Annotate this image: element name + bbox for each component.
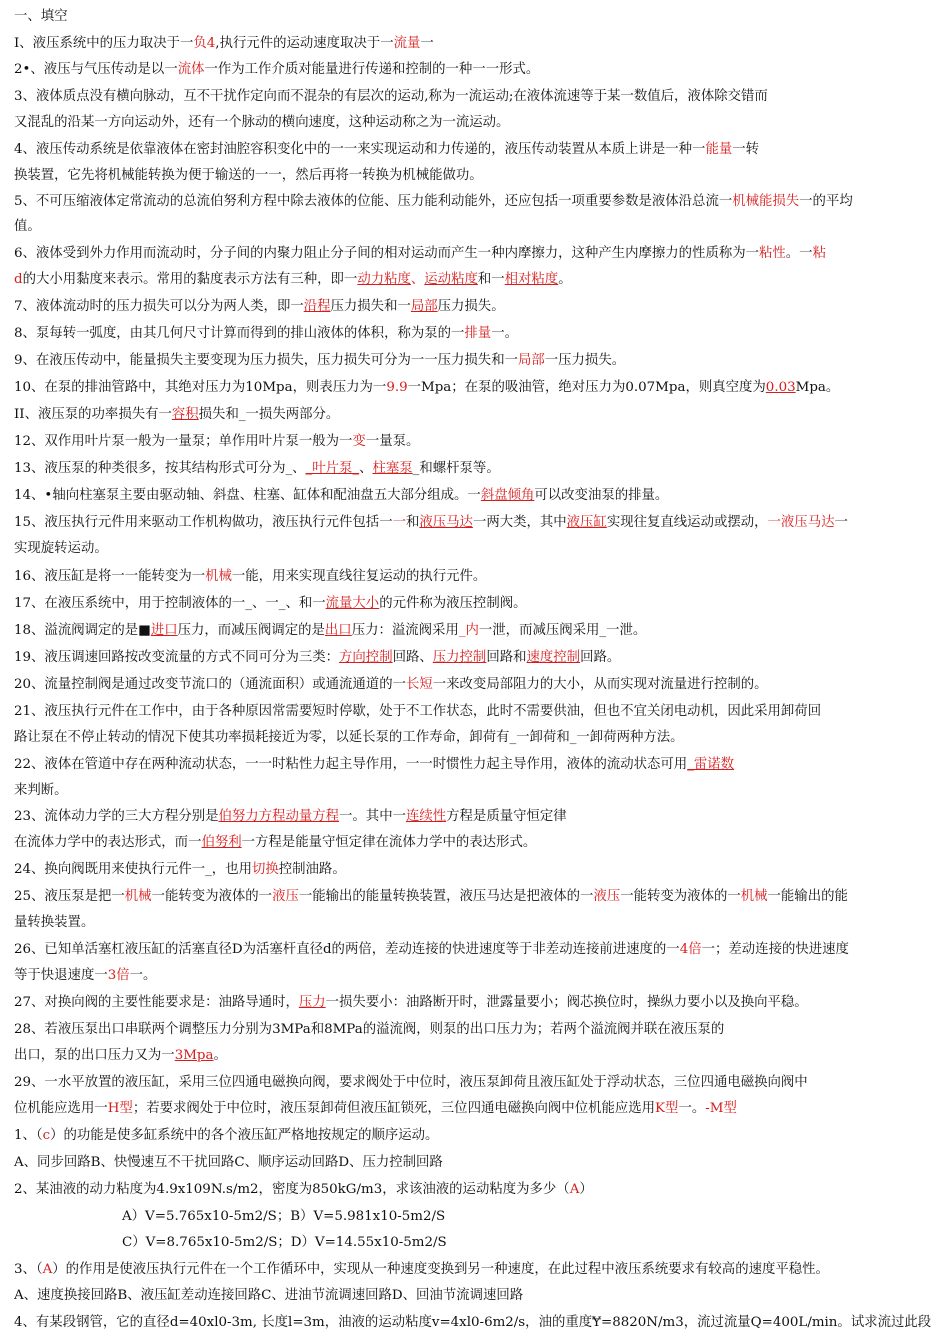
text-line — [14, 994, 942, 1012]
question-text: 13、液压泵的种类很多，按其结构形式可分为_、 — [14, 461, 306, 476]
answer-text: _内 — [458, 623, 479, 638]
question-text: ）的功能是使多缸系统中的各个液压缸严格地按规定的顺序运动。 — [50, 1128, 439, 1143]
question-text: 14、•轴向柱塞泵主要由驱动轴、斜盘、柱塞、缸体和配油盘五大部分组成。一 — [14, 488, 481, 503]
question-text: 压力，而减压阀调定的是 — [177, 623, 325, 638]
question-text: 的元件称为液压控制阀。 — [379, 596, 527, 611]
question-text: 7、液体流动时的压力损失可以分为两人类，即一 — [14, 299, 304, 314]
question-text: Mpa。 — [795, 380, 840, 395]
answer-text: 一液压马达 — [767, 515, 835, 530]
question-text: 2•、液压与气压传动是以一 — [14, 62, 178, 77]
question-text: 等于快退速度一 — [14, 968, 108, 983]
text-line — [14, 218, 942, 236]
answer-text: 0.03 — [765, 380, 796, 395]
question-text: 和一 — [477, 272, 505, 287]
question-text: 。 — [213, 1048, 227, 1063]
text-line — [14, 433, 942, 451]
question-text: 在流体力学中的表达形式，而一 — [14, 835, 202, 850]
question-text: 值。 — [14, 219, 41, 234]
text-line — [14, 514, 942, 532]
answer-text: 液压缸 — [566, 515, 607, 530]
question-text: 可以改变油泵的排量。 — [534, 488, 669, 503]
question-text: 实现旋转运动。 — [14, 541, 108, 556]
text-line — [14, 808, 942, 826]
question-text: _和螺杆泵等。 — [412, 461, 500, 476]
answer-text: 变 — [352, 434, 366, 449]
question-text: 一转 — [732, 142, 759, 157]
question-text: 回路、 — [392, 650, 433, 665]
answer-text: 局部 — [410, 299, 438, 314]
text-line — [14, 325, 942, 343]
question-text: 一Mpa；在泵的吸油管，绝对压力为0.07Mpa，则真空度为 — [407, 380, 766, 395]
question-text: 一的平均 — [799, 194, 853, 209]
answer-text: _叶片泵_ — [305, 461, 360, 476]
question-text: 一压力损失。 — [544, 353, 626, 368]
question-text: 20、流量控制阀是通过改变节流口的（通流面积）或通流通道的一 — [14, 677, 406, 692]
answer-text: 能量 — [705, 142, 733, 157]
question-text: 来判断。 — [14, 783, 68, 798]
answer-text: A — [569, 1182, 580, 1197]
question-text: 16、液压缸是将一一能转变为一 — [14, 569, 206, 584]
text-line — [14, 540, 942, 558]
answer-text: 3倍 — [107, 968, 130, 983]
answer-text: 运动粘度 — [424, 272, 478, 287]
text-line — [14, 1314, 942, 1332]
text-line — [14, 406, 942, 424]
answer-text: 出口 — [324, 623, 352, 638]
text-line — [14, 914, 942, 932]
answer-text: 流量大小 — [325, 596, 380, 611]
text-line — [14, 888, 942, 906]
text-line — [14, 167, 942, 185]
question-text: 19、液压调速回路按改变流量的方式不同可分为三类： — [14, 650, 340, 665]
question-text: 一能转变为液体的一 — [151, 889, 273, 904]
question-text: 和 — [405, 515, 420, 530]
question-text: 一能，用来实现直线往复运动的执行元件。 — [231, 569, 487, 584]
question-text: C）V=8.765x10-5m2/S；D）V=14.55x10-5m2/S — [122, 1235, 447, 1250]
question-text: 路让泵在不停止转动的情况下使其功率损耗接近为零，以延长泵的工作寿命，卸荷有_一卸荷和_一卸荷两种方法。 — [14, 730, 684, 745]
text-line — [14, 676, 942, 694]
answer-text: _雷诺数 — [687, 757, 735, 772]
question-text: 损失和_一损失两部分。 — [198, 407, 340, 422]
text-line — [122, 1208, 942, 1226]
answer-text: K型 — [655, 1101, 679, 1116]
text-line — [14, 782, 942, 800]
answer-text: c — [42, 1128, 51, 1143]
question-text: ） — [579, 1182, 593, 1197]
question-text: 17、在液压系统中，用于控制液体的一_、一_、和一 — [14, 596, 326, 611]
question-text: ；若要求阀处于中位时，液压泵卸荷但液压缸锁死，三位四通电磁换向阀中位机能应选用 — [132, 1101, 656, 1116]
question-text: 回路和 — [486, 650, 527, 665]
question-text: ,执行元件的运动速度取决于一 — [215, 36, 394, 51]
text-line — [14, 35, 942, 53]
question-text: 的大小用黏度来表示。常用的黏度表示方法有三种，即一 — [22, 272, 358, 287]
text-line — [14, 834, 942, 852]
answer-text: 一 — [392, 515, 406, 530]
question-text: 4、有某段钢管，它的直径d=40xl0-3m, 长度l=3m，油液的运动粘度v=4xl0-6m2/s，油的重度Ɏ=8820N/m3，流过流量Q=400L/min。试求流过此段 — [14, 1315, 932, 1330]
question-text: 一。 — [491, 326, 518, 341]
answer-text: 切换 — [251, 862, 279, 877]
question-text: 8、泵每转一弧度，由其几何尺寸计算而得到的排山液体的体积，称为泵的一 — [14, 326, 465, 341]
question-text: 10、在泵的排油管路中，其绝对压力为10Mpa，则表压力为一 — [14, 380, 387, 395]
answer-text: 动力粘度 — [357, 272, 411, 287]
text-line — [14, 1261, 942, 1279]
question-text: 一。其中一 — [339, 809, 406, 824]
answer-text: 伯努力方程动量方程 — [218, 809, 340, 824]
answer-text: 容积 — [171, 407, 199, 422]
question-text: 一方程是能量守恒定律在流体力学中的表达形式。 — [241, 835, 537, 850]
question-text: 一能输出的能 — [767, 889, 848, 904]
answer-text: 相对粘度 — [504, 272, 559, 287]
question-text: 22、液体在管道中存在两种流动状态，一一时粘性力起主导作用，一一时惯性力起主导作用，液体的流动状态可用 — [14, 757, 688, 772]
question-text: 一、填空 — [14, 9, 68, 24]
text-line — [14, 298, 942, 316]
question-text: ）的作用是使液压执行元件在一个工作循环中，实现从一种速度变换到另一种速度，在此过程中液压系统要求有较高的速度平稳性。 — [52, 1262, 829, 1277]
question-text: 位机能应选用一 — [14, 1101, 108, 1116]
question-text: 压力：溢流阀采用 — [351, 623, 459, 638]
text-line — [14, 379, 942, 397]
text-line — [14, 595, 942, 613]
question-text: 回路。 — [580, 650, 621, 665]
question-text: 控制油路。 — [278, 862, 346, 877]
answer-text: d — [14, 272, 23, 287]
text-line — [14, 967, 942, 985]
question-text: A）V=5.765x10-5m2/S；B）V=5.981x10-5m2/S — [122, 1209, 446, 1224]
question-text: 2、某油液的动力粘度为4.9x109N.s/m2，密度为850kG/m3，求该油液的运动粘度为多少（ — [14, 1182, 570, 1197]
question-text: 25、液压泵是把一 — [14, 889, 125, 904]
text-line — [14, 568, 942, 586]
answer-text: H型 — [107, 1101, 133, 1116]
answer-text: 液压 — [272, 889, 299, 904]
text-line — [14, 88, 942, 106]
question-text: 一能转变为液体的一 — [620, 889, 741, 904]
question-text: II、液压泵的功率损失有一 — [14, 407, 172, 422]
question-text: 9、在液压传动中，能量损失主要变现为压力损失，压力损失可分为一一压力损失和一 — [14, 353, 518, 368]
question-text: 一。 — [678, 1101, 706, 1116]
answer-text: 负4 — [193, 36, 216, 51]
question-text: 一 — [420, 36, 434, 51]
question-text: 12、双作用叶片泵一般为一量泵；单作用叶片泵一般为一 — [14, 434, 353, 449]
answer-text: -M型 — [705, 1101, 737, 1116]
text-line — [14, 352, 942, 370]
question-text: 28、若液压泵出口串联两个调整压力分别为3MPa和8MPa的溢流阀，则泵的出口压力为；若两个溢流阀并联在液压泵的 — [14, 1022, 725, 1037]
answer-text: 方向控制 — [339, 650, 393, 665]
answer-text: 排量 — [464, 326, 492, 341]
text-line — [14, 1021, 942, 1039]
text-line — [14, 941, 942, 959]
question-text: 一泄，而减压阀采用_一泄。 — [478, 623, 647, 638]
question-text: 一来改变局部阻力的大小，从而实现对流量进行控制的。 — [432, 677, 768, 692]
question-text: 。 — [558, 272, 572, 287]
answer-text: 粘性 — [759, 246, 786, 261]
question-text: 5、不可压缩液体定常流动的总流伯努利方程中除去液体的位能、压力能利动能外，还应包括一项重要参数是液体沿总流一 — [14, 194, 733, 209]
text-line — [14, 861, 942, 879]
question-text: 1、（ — [14, 1128, 43, 1143]
text-line — [14, 8, 942, 26]
answer-text: 流量 — [393, 36, 421, 51]
text-line — [14, 141, 942, 159]
text-line — [14, 1100, 942, 1118]
question-text: A、速度换接回路B、液压缸差动连接回路C、进油节流调速回路D、回油节流调速回路 — [14, 1288, 524, 1303]
text-line — [14, 1287, 942, 1305]
answer-text: 、 — [410, 272, 425, 287]
answer-text: 9.9 — [386, 380, 408, 395]
question-text: 一两大类，其中 — [472, 515, 567, 530]
text-line — [14, 1074, 942, 1092]
answer-text: 伯努利 — [201, 835, 242, 850]
answer-text: 机械 — [205, 569, 232, 584]
question-text: 压力损失。 — [437, 299, 505, 314]
question-text: 方程是质量守恒定律 — [446, 809, 567, 824]
text-line — [14, 271, 942, 289]
text-line — [14, 460, 942, 478]
text-line — [14, 729, 942, 747]
question-text: 一；差动连接的快进速度 — [701, 942, 849, 957]
question-text: 27、对换向阀的主要性能要求是：油路导通时， — [14, 995, 299, 1010]
text-line — [14, 114, 942, 132]
question-text: 量转换装置。 — [14, 915, 95, 930]
question-text: 一能输出的能量转换装置，液压马达是把液体的一 — [298, 889, 594, 904]
question-text: 21、液压执行元件在工作中，由于各种原因常需要短时停歇，处于不工作状态，此时不需要供油，但也不宜关闭电动机，因此采用卸荷回 — [14, 704, 822, 719]
text-line — [14, 1181, 942, 1199]
question-text: 3、（ — [14, 1262, 43, 1277]
question-text: 一 — [834, 515, 848, 530]
question-text: 出口，泵的出口压力又为一 — [14, 1048, 175, 1063]
answer-text: 连续性 — [405, 809, 447, 824]
question-text: 29、一水平放置的液压缸，采用三位四通电磁换向阀，要求阀处于中位时，液压泵卸荷且液压缸处于浮动状态，三位四通电磁换向阀中 — [14, 1075, 808, 1090]
question-text: 又混乱的沿某一方向运动外，还有一个脉动的横向速度，这种运动称之为一流运动。 — [14, 115, 510, 130]
text-line — [14, 61, 942, 79]
answer-text: 粘 — [812, 246, 826, 261]
question-text: 一量泵。 — [365, 434, 420, 449]
question-text: 压力损失和一 — [330, 299, 411, 314]
question-text: 3、液体质点没有横向脉动，互不干扰作定向而不混杂的有层次的运动,称为一流运动;在液体流速等于某一数值后，液体除交错而 — [14, 89, 768, 104]
answer-text: 局部 — [517, 353, 545, 368]
question-text: 23、流体动力学的三大方程分别是 — [14, 809, 219, 824]
text-line — [14, 703, 942, 721]
question-text: 、 — [359, 461, 373, 476]
text-line — [14, 649, 942, 667]
question-text: 一损失要小：油路断开时，泄露量要小；阀芯换位时，操纵力要小以及换向平稳。 — [325, 995, 808, 1010]
question-text: 4、液压传动系统是依靠液体在密封油腔容积变化中的一一来实现运动和力传递的，液压传动装置从本质上讲是一种一 — [14, 142, 706, 157]
answer-text: 流体 — [177, 62, 205, 77]
answer-text: 机械 — [740, 889, 768, 904]
text-line — [14, 1154, 942, 1172]
text-line — [14, 622, 942, 640]
question-text: 6、液体受到外力作用而流动时，分子间的内聚力阻止分子间的相对运动而产生一种内摩擦力，这种产生内摩擦力的性质称为一 — [14, 246, 759, 261]
answer-text: 压力控制 — [432, 650, 487, 665]
question-text: 26、已知单活塞杠液压缸的活塞直径D为活塞杆直径d的两倍，差动连接的快进速度等于非差动连接前进速度的一 — [14, 942, 680, 957]
question-text: A、同步回路B、快慢速互不干扰回路C、顺序运动回路D、压力控制回路 — [14, 1155, 443, 1170]
question-text: 一。 — [129, 968, 157, 983]
question-text: 15、液压执行元件用来驱动工作机构做功，液压执行元件包括一 — [14, 515, 393, 530]
question-text: 一作为工作介质对能量进行传递和控制的一种一一形式。 — [204, 62, 540, 77]
text-line — [122, 1234, 942, 1252]
answer-text: 液压 — [593, 889, 621, 904]
answer-text: 长短 — [405, 677, 433, 692]
answer-text: 柱塞泵 — [372, 461, 413, 476]
question-text: 。一 — [785, 246, 813, 261]
answer-text: 速度控制 — [526, 650, 581, 665]
question-text: 24、换向阀既用来使执行元件一_，也用 — [14, 862, 252, 877]
answer-text: 沿程 — [303, 299, 331, 314]
answer-text: 4倍 — [679, 942, 702, 957]
question-text: 18、溢流阀调定的是■ — [14, 623, 151, 638]
text-line — [14, 193, 942, 211]
text-line — [14, 756, 942, 774]
text-line — [14, 245, 942, 263]
text-line — [14, 1127, 942, 1145]
question-text: 实现往复直线运动或摆动， — [606, 515, 768, 530]
answer-text: 斜盘倾角 — [480, 488, 535, 503]
answer-text: 进口 — [150, 623, 178, 638]
text-line — [14, 1047, 942, 1065]
answer-text: 压力 — [298, 995, 326, 1010]
text-line — [14, 487, 942, 505]
answer-text: 机械 — [124, 889, 152, 904]
answer-text: A — [42, 1262, 53, 1277]
question-text: 换装置，它先将机械能转换为便于输送的一一，然后再将一转换为机械能做功。 — [14, 168, 483, 183]
answer-text: 机械能损失 — [732, 194, 800, 209]
answer-text: 3Mpa — [174, 1048, 214, 1063]
answer-text: 液压马达 — [419, 515, 473, 530]
question-text: I、液压系统中的压力取决于一 — [14, 36, 194, 51]
